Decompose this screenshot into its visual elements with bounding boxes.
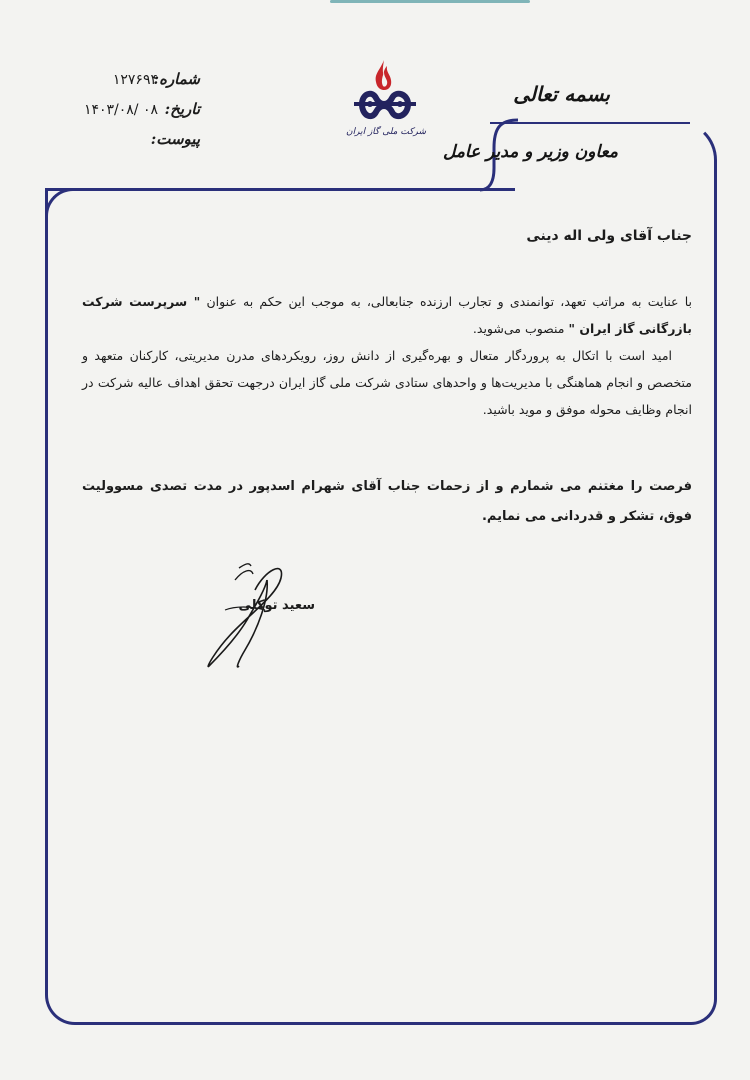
salutation: جناب آقای ولی اله دینی xyxy=(526,228,692,244)
appointment-position: " سرپرست شرکت بازرگانی گاز ایران " xyxy=(82,294,692,336)
date-row xyxy=(60,100,200,130)
number-row xyxy=(60,70,200,100)
attachment-label: پیوست: xyxy=(150,130,200,148)
paragraph-wishes: امید است با اتکال به پروردگار متعال و بهره‌گیری از دانش روز، رویکردهای مدرن مدیریتی، کارکنان متعهد و متخصص و انجام هماهنگی با مدیریت‌ها و واحدهای ستادی شرکت ملی گاز ایران درجهت تحقق اهداف عالیه شرکت در انجام وظایف محوله موفق و موید باشید. xyxy=(82,348,692,417)
attachment-row xyxy=(60,130,200,160)
number-label: شماره: xyxy=(153,70,200,88)
paragraph-appointment xyxy=(82,288,692,342)
frame-top-line xyxy=(45,188,515,191)
date-value: ۱۴۰۳/۰۸/ ۰۸ xyxy=(83,102,158,118)
header-divider-line xyxy=(490,122,690,124)
letter-meta xyxy=(60,70,200,160)
number-value: ۱۲۷۶۹۴ xyxy=(112,72,158,88)
closing-paragraph: فرصت را مغتنم می شمارم و از زحمات جناب آقای شهرام اسدپور در مدت تصدی مسوولیت فوق، تشکر و قدردانی می نمایم. xyxy=(82,479,692,524)
letter-body xyxy=(82,288,692,423)
letter-border-frame xyxy=(45,120,717,1025)
date-label: تاریخ: xyxy=(164,100,200,118)
basmala-heading: بسمه تعالی xyxy=(513,82,610,106)
logo-caption: شرکت ملی گاز ایران xyxy=(346,127,426,137)
signer-name: سعید توکلی xyxy=(238,598,315,613)
signer-position-title: معاون وزیر و مدیر عامل xyxy=(442,142,618,162)
appointment-suffix: منصوب می‌شوید. xyxy=(472,321,565,336)
appointment-text: با عنایت به مراتب تعهد، توانمندی و تجارب ارزنده جنابعالی، به موجب این حکم به عنوان xyxy=(206,294,692,309)
handwritten-signature xyxy=(195,550,305,680)
top-edge-strip xyxy=(330,0,530,3)
